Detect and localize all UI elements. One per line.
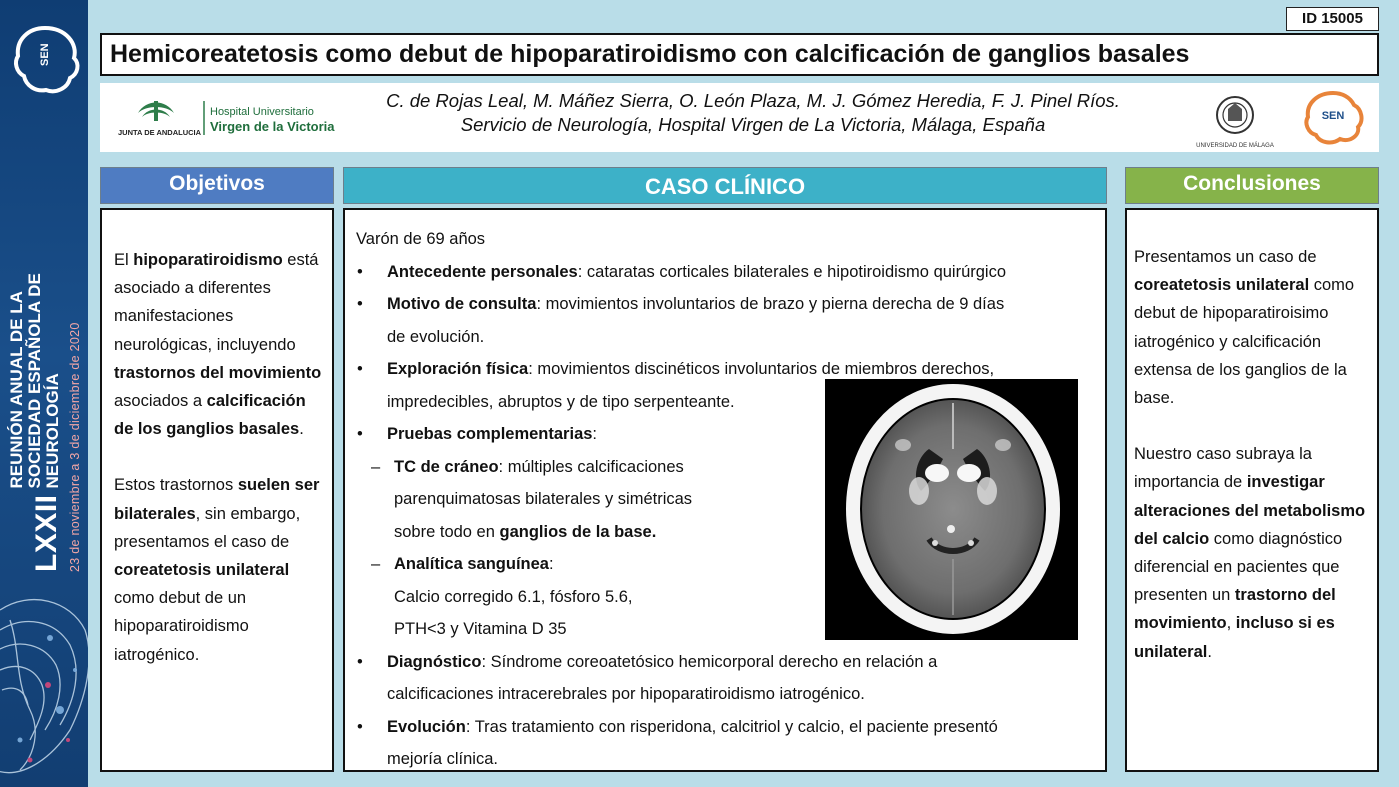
caso-clinico-header: CASO CLÍNICO bbox=[343, 167, 1107, 204]
objetivos-text bbox=[114, 246, 328, 669]
bullet-exploracion: • Exploración física: movimientos discinéticos involuntarios de miembros derechos, bbox=[356, 353, 1101, 386]
university-malaga-logo bbox=[1190, 89, 1280, 151]
conclusiones-paragraph-2: Nuestro caso subraya la importancia de investigar alteraciones del metabolismo del calcio como diagnóstico diferencial en pacientes que presenten un trastorno del movimiento, incluso si es unilateral. bbox=[1134, 445, 1366, 661]
brain-illustration bbox=[0, 590, 88, 787]
objetivos-header: Objetivos bbox=[100, 167, 334, 204]
affiliation: Servicio de Neurología, Hospital Virgen de La Victoria, Málaga, España bbox=[460, 114, 1046, 135]
sub-tc-craneo: – TC de cráneo: múltiples calcificaciones bbox=[356, 451, 1101, 484]
sub-analitica: – Analítica sanguínea: bbox=[356, 548, 1101, 581]
patient-intro: Varón de 69 años bbox=[356, 230, 486, 248]
sen-brain-logo bbox=[8, 20, 82, 102]
objetivos-paragraph-2: Estos trastornos suelen ser bilaterales, sin embargo, presentamos el caso de coreatetosis unilateral como debut de un hipoparatiroidismo iatrogénico. bbox=[114, 476, 320, 664]
sub-tc-cont-1: parenquimatosas bilaterales y simétricas bbox=[394, 490, 693, 508]
sub-analitica-values-1: Calcio corregido 6.1, fósforo 5.6, bbox=[394, 587, 633, 606]
event-line2: SOCIEDAD ESPAÑOLA DE NEUROLOGÍA bbox=[24, 273, 62, 489]
svg-text:SEN: SEN bbox=[39, 43, 51, 66]
event-line1: REUNIÓN ANUAL DE LA bbox=[7, 291, 26, 489]
svg-text:SEN: SEN bbox=[1321, 110, 1345, 122]
bullet-evolucion: • Evolución: Tras tratamiento con risperidona, calcitriol y calcio, el paciente presentó bbox=[356, 711, 1101, 744]
ct-scan-image bbox=[825, 379, 1078, 640]
bullet-motivo-cont: de evolución. bbox=[387, 327, 485, 346]
bullet-diagnostico: • Diagnóstico: Síndrome coreoatetósico hemicorporal derecho en relación a bbox=[356, 646, 1101, 679]
conclusiones-header: Conclusiones bbox=[1125, 167, 1379, 204]
authors-list: C. de Rojas Leal, M. Máñez Sierra, O. León Plaza, M. J. Gómez Heredia, F. J. Pinel Ríos. bbox=[386, 90, 1120, 111]
event-dates: 23 de noviembre a 3 de diciembre de 2020 bbox=[67, 322, 82, 572]
conclusiones-panel bbox=[1125, 208, 1379, 772]
caso-clinico-panel bbox=[343, 208, 1107, 772]
sen-logo-small bbox=[1300, 89, 1366, 145]
objetivos-paragraph-1: El hipoparatiroidismo está asociado a diferentes manifestaciones neurológicas, incluyendo trastornos del movimiento asociados a calcificación de los ganglios basales. bbox=[114, 251, 322, 439]
event-number: LXXII bbox=[29, 494, 63, 572]
sub-analitica-values-2: PTH<3 y Vitamina D 35 bbox=[394, 620, 567, 638]
svg-text:Hospital Universitario: Hospital Universitario bbox=[210, 106, 314, 118]
bullet-evolucion-cont: mejoría clínica. bbox=[387, 750, 498, 768]
authors-block bbox=[338, 89, 1168, 137]
bullet-diagnostico-cont: calcificaciones intracerebrales por hipoparatiroidismo iatrogénico. bbox=[387, 685, 865, 703]
event-title-vertical bbox=[8, 192, 82, 572]
svg-text:UNIVERSIDAD DE MÁLAGA: UNIVERSIDAD DE MÁLAGA bbox=[1196, 143, 1274, 149]
sub-tc-cont-2: sobre todo en ganglios de la base. bbox=[394, 522, 657, 541]
objetivos-panel bbox=[100, 208, 334, 772]
junta-hospital-logo bbox=[116, 91, 336, 143]
poster-title: Hemicoreatetosis como debut de hipoparatiroidismo con calcificación de ganglios basales bbox=[100, 33, 1379, 76]
event-banner bbox=[0, 0, 88, 787]
poster-id-badge: ID 15005 bbox=[1286, 7, 1379, 31]
bullet-motivo: • Motivo de consulta: movimientos involuntarios de brazo y pierna derecha de 9 días bbox=[356, 288, 1101, 321]
bullet-antecedentes: • Antecedente personales: cataratas corticales bilaterales e hipotiroidismo quirúrgico bbox=[356, 256, 1101, 289]
authors-banner bbox=[100, 83, 1379, 152]
conclusiones-text bbox=[1134, 243, 1374, 666]
bullet-pruebas: • Pruebas complementarias: bbox=[356, 418, 1101, 451]
svg-text:JUNTA DE ANDALUCIA: JUNTA DE ANDALUCIA bbox=[118, 128, 202, 137]
conclusiones-paragraph-1: Presentamos un caso de coreatetosis unilateral como debut de hipoparatiroisimo iatrogénico y calcificación extensa de los ganglios de la base. bbox=[1134, 248, 1355, 408]
svg-text:Virgen de la Victoria: Virgen de la Victoria bbox=[210, 119, 335, 134]
bullet-exploracion-cont: impredecibles, abruptos y de tipo serpenteante. bbox=[387, 392, 735, 411]
